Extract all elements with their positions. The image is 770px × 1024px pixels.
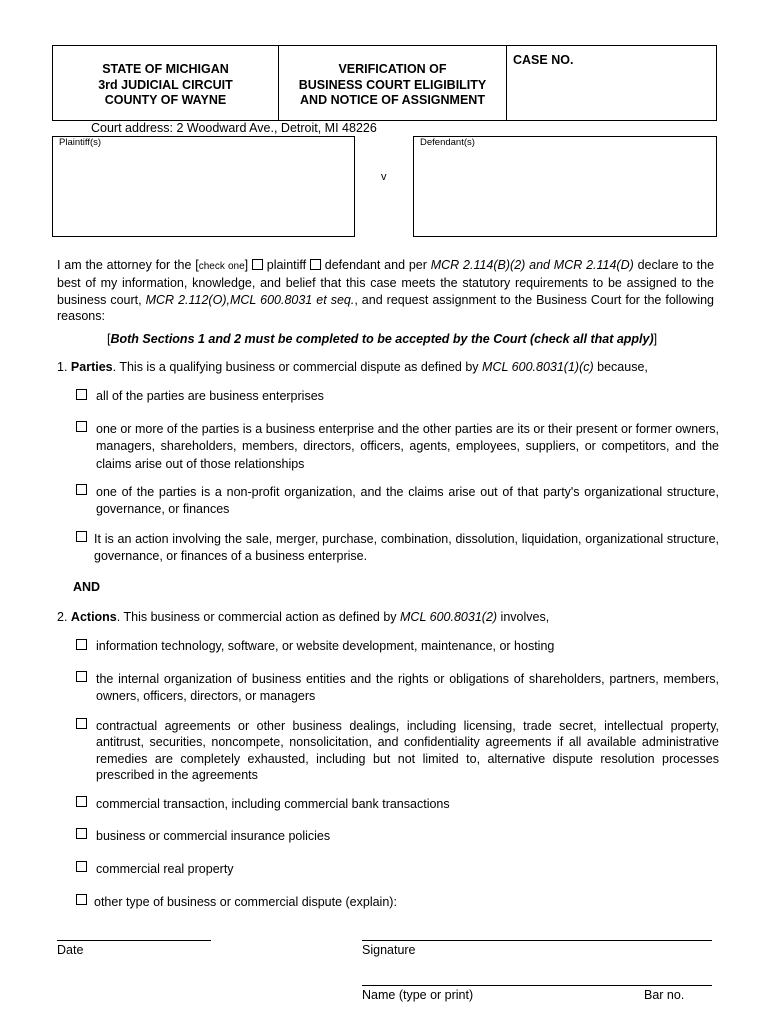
versus-label: v [381, 171, 387, 183]
s1-option1-label: all of the parties are business enterprises [96, 389, 324, 403]
s2-option3-checkbox[interactable] [76, 718, 87, 729]
name-line[interactable] [362, 985, 712, 986]
plaintiff-field[interactable] [52, 136, 355, 237]
plaintiff-label: Plaintiff(s) [59, 137, 102, 148]
signature-line[interactable] [362, 940, 712, 941]
date-line[interactable] [57, 940, 211, 941]
defendant-checkbox[interactable] [310, 259, 321, 270]
form-title: VERIFICATION OF BUSINESS COURT ELIGIBILITY AND NOTICE OF ASSIGNMENT [298, 62, 487, 107]
date-label: Date [57, 943, 84, 957]
s1-option4-checkbox[interactable] [76, 531, 87, 542]
section2-heading: 2. Actions. This business or commercial action as defined by MCL 600.8031(2) involves, [57, 610, 550, 624]
s2-option7-label: other type of business or commercial dispute (explain): [94, 895, 397, 909]
s2-option5-checkbox[interactable] [76, 828, 87, 839]
and-label: AND [73, 580, 101, 594]
section1-heading: 1. Parties. This is a qualifying business or commercial dispute as defined by MCL 600.8031(1)(c) because, [57, 360, 648, 374]
intro-paragraph: I am the attorney for the [check one] plaintiff defendant and per MCR 2.114(B)(2) and MCR 2.114(D) declare to the best of my information, knowledge, and belief that this case meets the statutory requirements to be assigned to the business court, MCR 2.112(O),MCL 600.8031 et seq., and request assignment to the Business Court for the following reasons: [57, 258, 715, 323]
s1-option2-label: one or more of the parties is a business enterprise and the other parties are its or their present or former owners, managers, shareholders, members, directors, officers, agents, employees, suppliers, or competitors, and the claims arise out of those relationships [96, 422, 719, 471]
court-name: STATE OF MICHIGAN 3rd JUDICIAL CIRCUIT COUNTY OF WAYNE [98, 62, 233, 107]
bar-no-label: Bar no. [644, 988, 685, 1002]
s2-option6-checkbox[interactable] [76, 861, 87, 872]
s2-option7-checkbox[interactable] [76, 894, 87, 905]
s2-option6-label: commercial real property [96, 862, 234, 876]
header-box [52, 45, 717, 121]
s1-option3-checkbox[interactable] [76, 484, 87, 495]
defendant-label: Defendant(s) [420, 137, 475, 148]
signature-label: Signature [362, 943, 416, 957]
s1-option3-label: one of the parties is a non-profit organization, and the claims arise out of that party's organizational structure, governance, or finances [96, 485, 719, 517]
s2-option4-label: commercial transaction, including commercial bank transactions [96, 797, 450, 811]
name-label: Name (type or print) [362, 988, 474, 1002]
s2-option2-label: the internal organization of business entities and the rights or obligations of shareholders, partners, members, owners, officers, directors, or managers [96, 672, 719, 704]
s2-option1-checkbox[interactable] [76, 639, 87, 650]
case-no-label: CASE NO. [513, 53, 574, 67]
court-address: Court address: 2 Woodward Ave., Detroit, MI 48226 [91, 121, 377, 135]
instruction: [Both Sections 1 and 2 must be completed to be accepted by the Court (check all that apply)] [107, 332, 658, 346]
s2-option2-checkbox[interactable] [76, 671, 87, 682]
s1-option2-checkbox[interactable] [76, 421, 87, 432]
header-divider [506, 46, 507, 120]
s1-option4-label: It is an action involving the sale, merger, purchase, combination, dissolution, liquidation, organizational structure, governance, or finances of a business enterprise. [94, 532, 719, 564]
s2-option3-label: contractual agreements or other business dealings, including licensing, trade secret, intellectual property, antitrust, securities, noncompete, nonsolicitation, and confidentiality agreements if all available administrative remedies are completely exhausted, including but not limited to, alternative dispute resolution processes prescribed in the agreements [96, 719, 719, 782]
s1-option1-checkbox[interactable] [76, 389, 87, 400]
s2-option5-label: business or commercial insurance policies [96, 829, 331, 843]
s2-option1-label: information technology, software, or website development, maintenance, or hosting [96, 639, 555, 653]
defendant-field[interactable] [413, 136, 717, 237]
s2-option4-checkbox[interactable] [76, 796, 87, 807]
plaintiff-checkbox[interactable] [252, 259, 263, 270]
